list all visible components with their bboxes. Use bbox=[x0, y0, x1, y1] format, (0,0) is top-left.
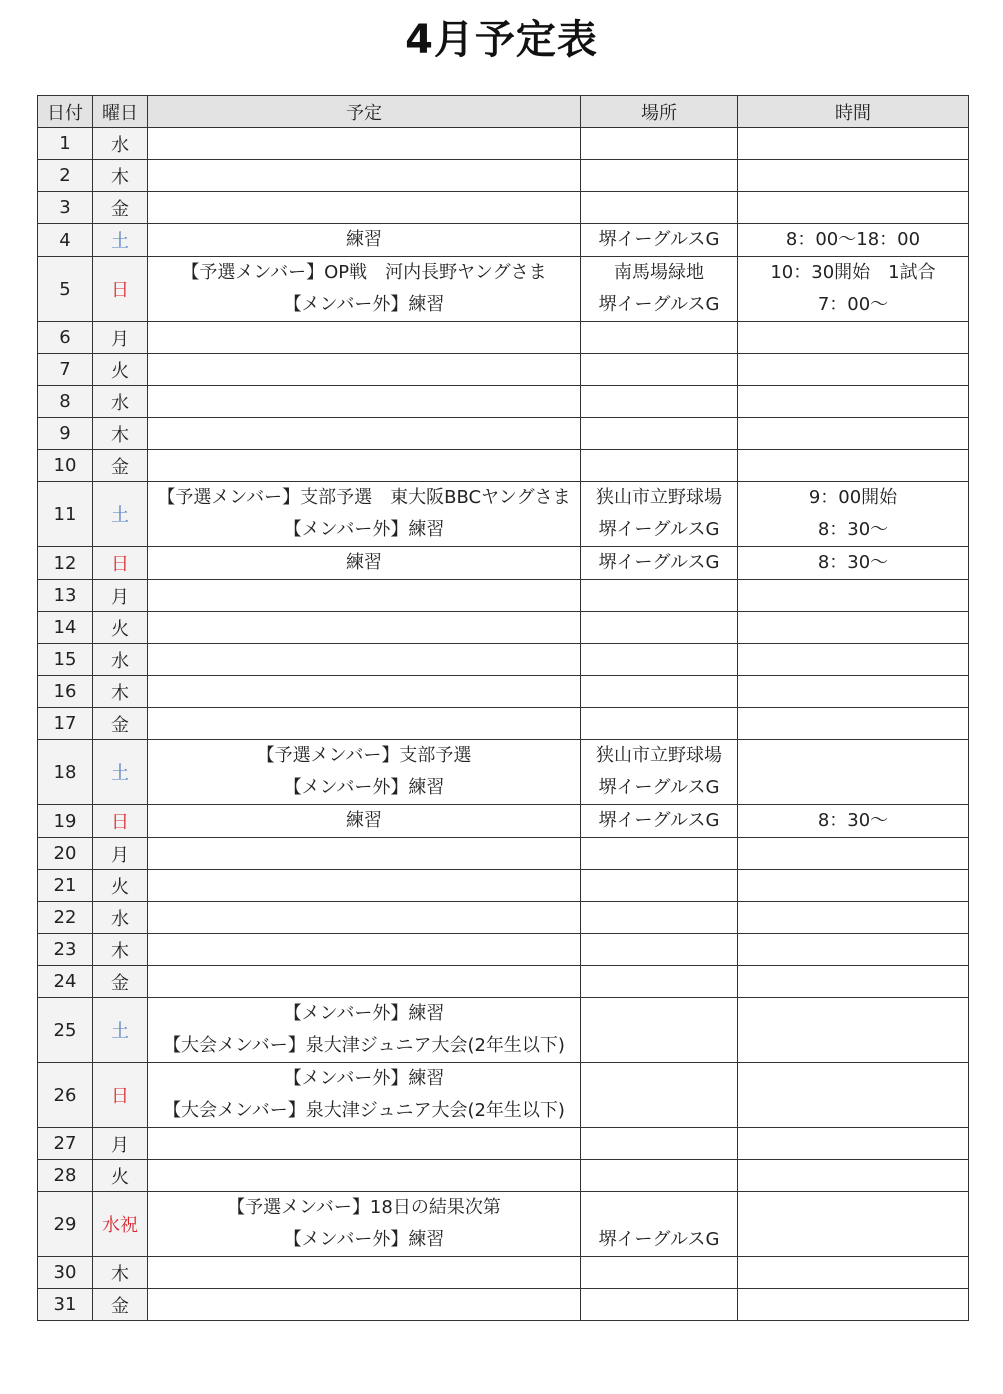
time-cell-line: 9：00開始 bbox=[808, 487, 898, 508]
weekday-cell: 水祝 bbox=[93, 1192, 148, 1257]
plan-cell bbox=[148, 1128, 581, 1160]
plan-cell-line: 【大会メンバー】泉大津ジュニア大会(2年生以下) bbox=[163, 1035, 565, 1056]
time-cell bbox=[738, 1192, 969, 1257]
weekday-cell: 水 bbox=[93, 902, 148, 934]
plan-cell bbox=[148, 257, 581, 322]
plan-cell bbox=[148, 160, 581, 192]
plan-cell bbox=[148, 224, 581, 257]
day-cell: 27 bbox=[38, 1128, 93, 1160]
plan-cell bbox=[148, 966, 581, 998]
time-cell bbox=[738, 676, 969, 708]
day-cell: 14 bbox=[38, 612, 93, 644]
day-cell: 3 bbox=[38, 192, 93, 224]
plan-cell-line: 【予選メンバー】OP戦 河内長野ヤングさま bbox=[181, 262, 547, 283]
time-cell-line: 8：30〜 bbox=[817, 552, 889, 573]
time-cell bbox=[738, 644, 969, 676]
day-cell: 2 bbox=[38, 160, 93, 192]
place-cell bbox=[581, 1063, 738, 1128]
plan-cell bbox=[148, 934, 581, 966]
place-cell-line: 堺イーグルスG bbox=[598, 810, 720, 831]
place-cell bbox=[581, 1289, 738, 1321]
table-row bbox=[38, 676, 969, 708]
weekday-cell: 木 bbox=[93, 160, 148, 192]
time-cell bbox=[738, 998, 969, 1063]
table-row bbox=[38, 612, 969, 644]
table-row bbox=[38, 1192, 969, 1257]
plan-cell bbox=[148, 902, 581, 934]
day-cell: 8 bbox=[38, 386, 93, 418]
day-cell: 18 bbox=[38, 740, 93, 805]
time-cell bbox=[738, 160, 969, 192]
plan-cell-line: 練習 bbox=[346, 229, 382, 250]
weekday-cell: 金 bbox=[93, 966, 148, 998]
time-cell bbox=[738, 740, 969, 805]
table-row bbox=[38, 708, 969, 740]
table-row bbox=[38, 805, 969, 838]
weekday-cell: 木 bbox=[93, 934, 148, 966]
time-cell bbox=[738, 354, 969, 386]
table-row bbox=[38, 354, 969, 386]
plan-cell-line: 【予選メンバー】支部予選 bbox=[256, 745, 472, 766]
place-cell bbox=[581, 580, 738, 612]
weekday-cell: 土 bbox=[93, 740, 148, 805]
place-cell bbox=[581, 1160, 738, 1192]
time-cell bbox=[738, 1257, 969, 1289]
place-cell bbox=[581, 257, 738, 322]
schedule-body bbox=[38, 128, 969, 1321]
header-weekday: 曜日 bbox=[93, 96, 148, 128]
weekday-cell: 木 bbox=[93, 1257, 148, 1289]
plan-cell-line: 練習 bbox=[346, 810, 382, 831]
weekday-cell: 木 bbox=[93, 418, 148, 450]
time-cell bbox=[738, 1289, 969, 1321]
day-cell: 6 bbox=[38, 322, 93, 354]
place-cell bbox=[581, 354, 738, 386]
table-row bbox=[38, 644, 969, 676]
weekday-cell: 金 bbox=[93, 708, 148, 740]
day-cell: 15 bbox=[38, 644, 93, 676]
weekday-cell: 土 bbox=[93, 998, 148, 1063]
table-row bbox=[38, 1063, 969, 1128]
place-cell bbox=[581, 482, 738, 547]
table-row bbox=[38, 966, 969, 998]
plan-cell bbox=[148, 547, 581, 580]
place-cell bbox=[581, 418, 738, 450]
day-cell: 26 bbox=[38, 1063, 93, 1128]
time-cell bbox=[738, 418, 969, 450]
day-cell: 10 bbox=[38, 450, 93, 482]
plan-cell-line: 【メンバー外】練習 bbox=[283, 777, 445, 798]
time-cell-line: 10：30開始 1試合 bbox=[770, 262, 936, 283]
time-cell bbox=[738, 224, 969, 257]
time-cell bbox=[738, 128, 969, 160]
day-cell: 4 bbox=[38, 224, 93, 257]
header-place: 場所 bbox=[581, 96, 738, 128]
table-row bbox=[38, 838, 969, 870]
place-cell bbox=[581, 450, 738, 482]
time-cell bbox=[738, 322, 969, 354]
time-cell bbox=[738, 708, 969, 740]
day-cell: 13 bbox=[38, 580, 93, 612]
time-cell-line: 8：30〜 bbox=[817, 519, 889, 540]
plan-cell bbox=[148, 128, 581, 160]
time-cell bbox=[738, 386, 969, 418]
day-cell: 30 bbox=[38, 1257, 93, 1289]
time-cell bbox=[738, 1063, 969, 1128]
weekday-cell: 金 bbox=[93, 192, 148, 224]
table-row bbox=[38, 934, 969, 966]
table-row bbox=[38, 257, 969, 322]
place-cell-line bbox=[581, 1192, 737, 1224]
plan-cell bbox=[148, 838, 581, 870]
place-cell-line: 堺イーグルスG bbox=[598, 777, 720, 798]
plan-cell bbox=[148, 805, 581, 838]
day-cell: 22 bbox=[38, 902, 93, 934]
plan-cell-line: 練習 bbox=[346, 552, 382, 573]
table-row bbox=[38, 386, 969, 418]
place-cell bbox=[581, 1128, 738, 1160]
table-row bbox=[38, 547, 969, 580]
weekday-cell: 水 bbox=[93, 128, 148, 160]
time-cell bbox=[738, 902, 969, 934]
day-cell: 19 bbox=[38, 805, 93, 838]
table-row bbox=[38, 902, 969, 934]
day-cell: 24 bbox=[38, 966, 93, 998]
weekday-cell: 月 bbox=[93, 838, 148, 870]
weekday-cell: 水 bbox=[93, 644, 148, 676]
plan-cell bbox=[148, 322, 581, 354]
weekday-cell: 月 bbox=[93, 1128, 148, 1160]
table-row bbox=[38, 224, 969, 257]
table-row bbox=[38, 418, 969, 450]
place-cell bbox=[581, 1192, 738, 1257]
place-cell bbox=[581, 805, 738, 838]
day-cell: 9 bbox=[38, 418, 93, 450]
place-cell bbox=[581, 160, 738, 192]
table-row bbox=[38, 998, 969, 1063]
day-cell: 20 bbox=[38, 838, 93, 870]
plan-cell bbox=[148, 870, 581, 902]
place-cell bbox=[581, 224, 738, 257]
table-row bbox=[38, 160, 969, 192]
place-cell bbox=[581, 966, 738, 998]
weekday-cell: 金 bbox=[93, 450, 148, 482]
place-cell bbox=[581, 934, 738, 966]
place-cell bbox=[581, 322, 738, 354]
time-cell-line: 7：00〜 bbox=[817, 294, 889, 315]
table-row bbox=[38, 870, 969, 902]
plan-cell bbox=[148, 1063, 581, 1128]
plan-cell bbox=[148, 386, 581, 418]
table-row bbox=[38, 128, 969, 160]
table-row bbox=[38, 580, 969, 612]
weekday-cell: 木 bbox=[93, 676, 148, 708]
time-cell bbox=[738, 966, 969, 998]
plan-cell bbox=[148, 418, 581, 450]
plan-cell bbox=[148, 1289, 581, 1321]
day-cell: 1 bbox=[38, 128, 93, 160]
plan-cell bbox=[148, 708, 581, 740]
time-cell bbox=[738, 547, 969, 580]
table-row bbox=[38, 322, 969, 354]
time-cell bbox=[738, 805, 969, 838]
place-cell-line: 狭山市立野球場 bbox=[596, 745, 722, 766]
plan-cell-line: 【メンバー外】練習 bbox=[283, 1068, 445, 1089]
table-row bbox=[38, 450, 969, 482]
time-cell bbox=[738, 934, 969, 966]
table-row bbox=[38, 1257, 969, 1289]
weekday-cell: 火 bbox=[93, 354, 148, 386]
plan-cell bbox=[148, 1257, 581, 1289]
table-row bbox=[38, 740, 969, 805]
plan-cell bbox=[148, 1192, 581, 1257]
plan-cell bbox=[148, 192, 581, 224]
plan-cell-line: 【メンバー外】練習 bbox=[283, 294, 445, 315]
time-cell bbox=[738, 482, 969, 547]
plan-cell bbox=[148, 644, 581, 676]
place-cell-line: 堺イーグルスG bbox=[598, 294, 720, 315]
weekday-cell: 金 bbox=[93, 1289, 148, 1321]
place-cell bbox=[581, 676, 738, 708]
weekday-cell: 月 bbox=[93, 322, 148, 354]
plan-cell bbox=[148, 740, 581, 805]
time-cell-line: 8：30〜 bbox=[817, 810, 889, 831]
plan-cell bbox=[148, 998, 581, 1063]
time-cell-line: 8：00〜18：00 bbox=[785, 229, 921, 250]
time-cell bbox=[738, 612, 969, 644]
place-cell bbox=[581, 644, 738, 676]
weekday-cell: 日 bbox=[93, 547, 148, 580]
place-cell bbox=[581, 998, 738, 1063]
place-cell-line: 堺イーグルスG bbox=[598, 1229, 720, 1250]
day-cell: 17 bbox=[38, 708, 93, 740]
time-cell bbox=[738, 192, 969, 224]
weekday-cell: 日 bbox=[93, 805, 148, 838]
day-cell: 31 bbox=[38, 1289, 93, 1321]
time-cell bbox=[738, 838, 969, 870]
weekday-cell: 土 bbox=[93, 482, 148, 547]
day-cell: 11 bbox=[38, 482, 93, 547]
plan-cell-line: 【メンバー外】練習 bbox=[283, 1229, 445, 1250]
plan-cell-line: 【大会メンバー】泉大津ジュニア大会(2年生以下) bbox=[163, 1100, 565, 1121]
place-cell bbox=[581, 870, 738, 902]
place-cell bbox=[581, 740, 738, 805]
header-time: 時間 bbox=[738, 96, 969, 128]
plan-cell-line: 【メンバー外】練習 bbox=[283, 519, 445, 540]
day-cell: 5 bbox=[38, 257, 93, 322]
place-cell-line: 堺イーグルスG bbox=[598, 552, 720, 573]
table-row bbox=[38, 1160, 969, 1192]
time-cell bbox=[738, 1128, 969, 1160]
plan-cell-line: 【メンバー外】練習 bbox=[283, 1003, 445, 1024]
place-cell-line: 堺イーグルスG bbox=[598, 519, 720, 540]
plan-cell bbox=[148, 354, 581, 386]
plan-cell bbox=[148, 580, 581, 612]
weekday-cell: 月 bbox=[93, 580, 148, 612]
place-cell bbox=[581, 708, 738, 740]
plan-cell bbox=[148, 612, 581, 644]
day-cell: 12 bbox=[38, 547, 93, 580]
day-cell: 7 bbox=[38, 354, 93, 386]
table-row bbox=[38, 192, 969, 224]
header-row bbox=[38, 96, 969, 128]
table-row bbox=[38, 1289, 969, 1321]
weekday-cell: 日 bbox=[93, 257, 148, 322]
place-cell bbox=[581, 192, 738, 224]
plan-cell bbox=[148, 482, 581, 547]
time-cell bbox=[738, 580, 969, 612]
time-cell bbox=[738, 257, 969, 322]
time-cell bbox=[738, 1160, 969, 1192]
plan-cell-line: 【予選メンバー】18日の結果次第 bbox=[227, 1197, 501, 1218]
time-cell bbox=[738, 450, 969, 482]
place-cell-line: 堺イーグルスG bbox=[598, 229, 720, 250]
weekday-cell: 水 bbox=[93, 386, 148, 418]
place-cell-line: 南馬場緑地 bbox=[614, 262, 704, 283]
plan-cell bbox=[148, 1160, 581, 1192]
place-cell bbox=[581, 902, 738, 934]
weekday-cell: 火 bbox=[93, 870, 148, 902]
table-row bbox=[38, 1128, 969, 1160]
weekday-cell: 土 bbox=[93, 224, 148, 257]
plan-cell bbox=[148, 450, 581, 482]
weekday-cell: 日 bbox=[93, 1063, 148, 1128]
weekday-cell: 火 bbox=[93, 1160, 148, 1192]
page-title: 4月予定表 bbox=[405, 17, 598, 63]
day-cell: 16 bbox=[38, 676, 93, 708]
header-plan: 予定 bbox=[148, 96, 581, 128]
day-cell: 29 bbox=[38, 1192, 93, 1257]
plan-cell-line: 【予選メンバー】支部予選 東大阪BBCヤングさま bbox=[157, 487, 571, 508]
table-row bbox=[38, 482, 969, 547]
plan-cell bbox=[148, 676, 581, 708]
time-cell bbox=[738, 870, 969, 902]
place-cell bbox=[581, 128, 738, 160]
day-cell: 25 bbox=[38, 998, 93, 1063]
day-cell: 28 bbox=[38, 1160, 93, 1192]
day-cell: 23 bbox=[38, 934, 93, 966]
schedule-table bbox=[37, 95, 969, 1321]
day-cell: 21 bbox=[38, 870, 93, 902]
place-cell bbox=[581, 386, 738, 418]
place-cell bbox=[581, 547, 738, 580]
place-cell bbox=[581, 1257, 738, 1289]
header-day: 日付 bbox=[38, 96, 93, 128]
place-cell bbox=[581, 838, 738, 870]
weekday-cell: 火 bbox=[93, 612, 148, 644]
place-cell bbox=[581, 612, 738, 644]
place-cell-line: 狭山市立野球場 bbox=[596, 487, 722, 508]
